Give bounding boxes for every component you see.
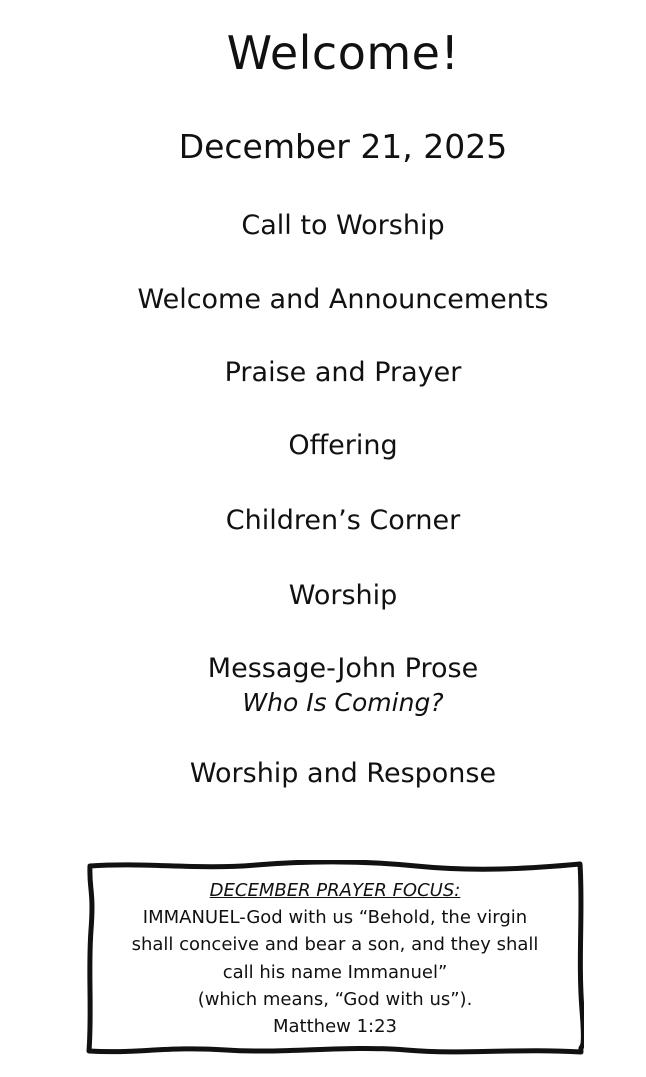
message-label: Message-John Prose — [207, 653, 479, 684]
service-date: December 21, 2025 — [178, 127, 508, 166]
order-item-childrens-corner: Children’s Corner — [225, 505, 461, 536]
order-item-offering: Offering — [288, 430, 398, 461]
scripture-reference: Matthew 1:23 — [272, 1016, 398, 1038]
order-item-call-to-worship: Call to Worship — [241, 210, 445, 241]
prayer-focus-line: IMMANUEL-God with us “Behold, the virgin — [142, 907, 528, 929]
prayer-focus-box — [86, 860, 584, 1056]
prayer-focus-line: shall conceive and bear a son, and they shall — [131, 934, 539, 956]
order-item-worship-response: Worship and Response — [189, 758, 497, 789]
page-title: Welcome! — [226, 26, 460, 80]
prayer-focus-heading: DECEMBER PRAYER FOCUS: — [209, 880, 461, 901]
order-item-welcome-announcements: Welcome and Announcements — [137, 284, 549, 315]
message-title: Who Is Coming? — [242, 688, 444, 717]
order-item-praise-prayer: Praise and Prayer — [224, 357, 462, 388]
prayer-focus-line: call his name Immanuel” — [222, 961, 448, 983]
order-item-worship: Worship — [288, 580, 398, 611]
prayer-focus-line: (which means, “God with us”). — [197, 988, 473, 1010]
prayer-focus-text — [86, 877, 584, 1040]
